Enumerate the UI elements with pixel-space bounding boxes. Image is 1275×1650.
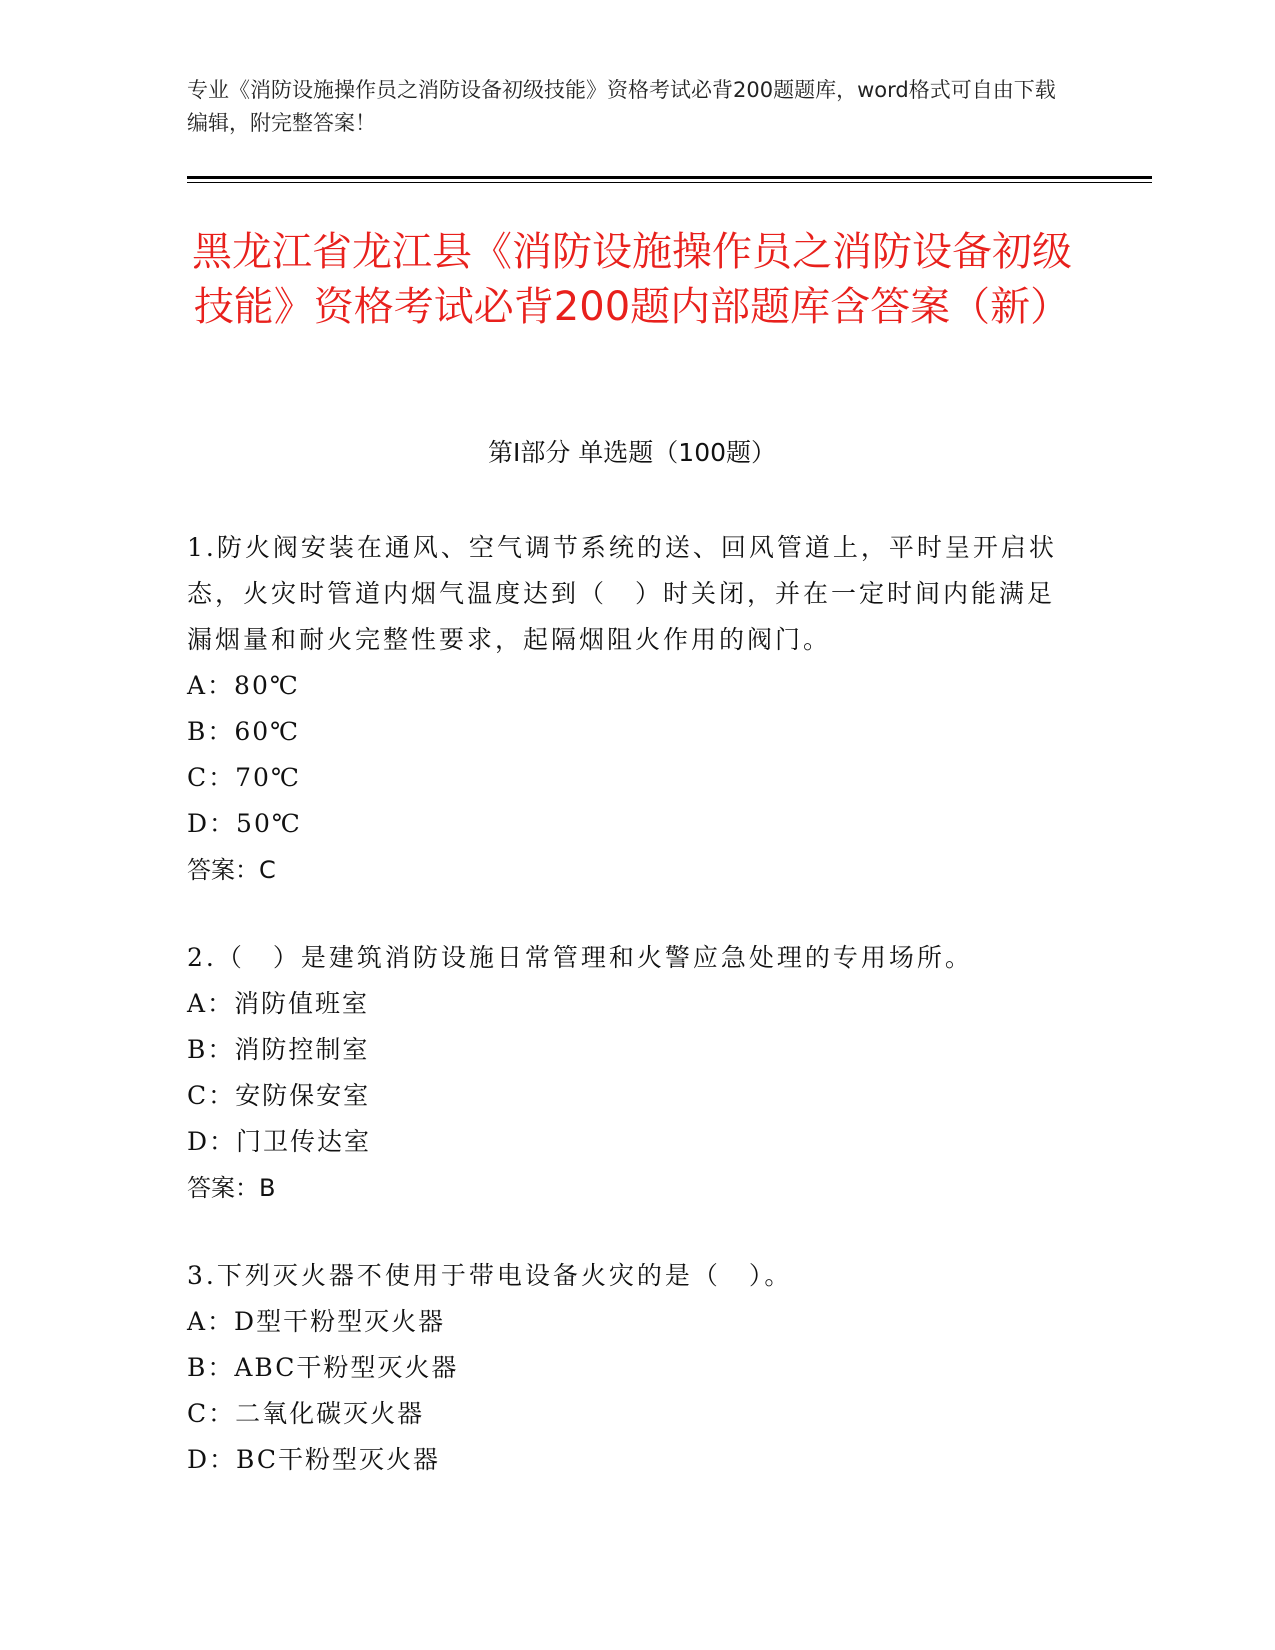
option-c: C：70℃: [187, 763, 301, 792]
option-c: C：二氧化碳灭火器: [187, 1399, 425, 1428]
option-b: B：ABC干粉型灭火器: [187, 1353, 459, 1382]
option-a: A：消防值班室: [187, 989, 370, 1018]
question-1: [187, 525, 1067, 893]
option-d: D：50℃: [187, 809, 302, 838]
question-text: 3.下列灭火器不使用于带电设备火灾的是（ ）。: [187, 1261, 793, 1290]
answer: 答案：C: [187, 856, 276, 884]
question-3: [187, 1253, 1067, 1483]
option-b: B：60℃: [187, 717, 301, 746]
header-rule-thick: [187, 176, 1152, 179]
option-b: B：消防控制室: [187, 1035, 370, 1064]
header-rule-thin: [187, 182, 1152, 183]
header-note: 专业《消防设施操作员之消防设备初级技能》资格考试必背200题题库，word格式可自由下载编辑，附完整答案！: [187, 78, 1056, 135]
option-d: D：门卫传达室: [187, 1127, 372, 1156]
question-text: 1.防火阀安装在通风、空气调节系统的送、回风管道上，平时呈开启状态，火灾时管道内烟气温度达到（ ）时关闭，并在一定时间内能满足漏烟量和耐火完整性要求，起隔烟阻火作用的阀门。: [187, 533, 1057, 654]
document-title: 黑龙江省龙江县《消防设施操作员之消防设备初级技能》资格考试必背200题内部题库含答案（新）: [192, 229, 1072, 330]
option-a: A：80℃: [187, 671, 300, 700]
answer: 答案：B: [187, 1174, 276, 1202]
question-text: 2.（ ）是建筑消防设施日常管理和火警应急处理的专用场所。: [187, 943, 973, 972]
section-title: 第I部分 单选题（100题）: [487, 438, 777, 467]
option-a: A：D型干粉型灭火器: [187, 1307, 446, 1336]
question-2: [187, 935, 1067, 1211]
option-c: C：安防保安室: [187, 1081, 371, 1110]
question-list: [187, 525, 1067, 1525]
option-d: D：BC干粉型灭火器: [187, 1445, 441, 1474]
